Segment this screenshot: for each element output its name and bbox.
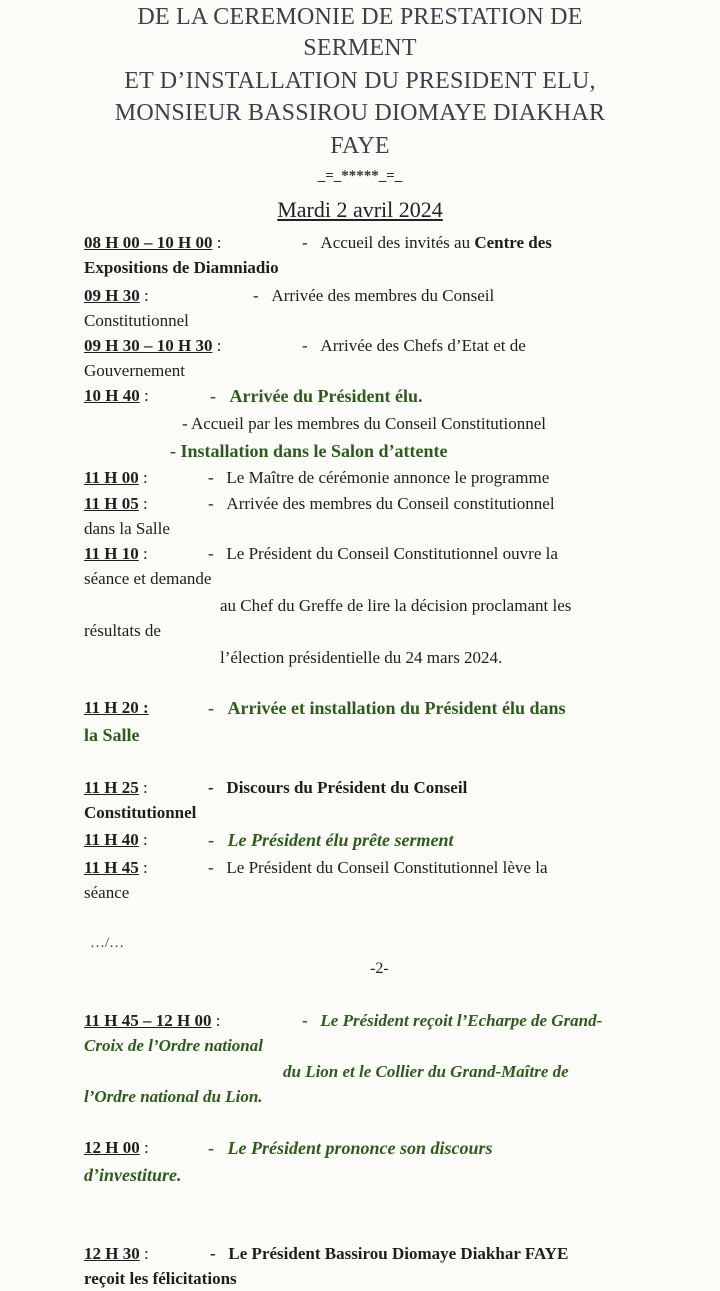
schedule-text-cont: reçoit les félicitations [84, 1269, 237, 1288]
time-slot: 11 H 05 [84, 494, 139, 513]
schedule-item: 11 H 25 : [84, 778, 148, 797]
schedule-text-cont: résultats de [84, 621, 161, 640]
schedule-text-cont: l’Ordre national du Lion. [84, 1087, 263, 1106]
time-slot: 11 H 00 [84, 468, 139, 487]
schedule-item: 09 H 30 – 10 H 30 : [84, 336, 222, 355]
schedule-item [84, 697, 149, 719]
time-slot: 11 H 45 [84, 858, 139, 877]
page-number: -2- [370, 960, 389, 977]
schedule-text: - Le Président reçoit l’Echarpe de Grand- [302, 1011, 603, 1030]
schedule-text: - Le Président élu prête serment [208, 830, 454, 850]
schedule-item: 12 H 30 : [84, 1244, 149, 1263]
schedule-text: - Arrivée et installation du Président élu dans [208, 698, 566, 718]
schedule-text: - Arrivée des membres du Conseil constitutionnel [208, 494, 555, 513]
title-line-5: FAYE [330, 133, 390, 159]
schedule-text-cont: séance [84, 883, 130, 902]
title-line-2: SERMENT [303, 35, 417, 61]
schedule-text-cont: Expositions de Diamniadio [84, 258, 279, 277]
schedule-text-cont: l’élection présidentielle du 24 mars 2024. [220, 648, 503, 667]
schedule-sub: - Installation dans le Salon d’attente [170, 441, 448, 461]
schedule-item: 11 H 40 : [84, 830, 148, 849]
schedule-text-cont: Constitutionnel [84, 803, 197, 822]
time-slot: 11 H 40 [84, 830, 139, 849]
schedule-item: 10 H 40 : [84, 386, 149, 405]
time-slot: 11 H 10 [84, 544, 139, 563]
schedule-item: 12 H 00 : [84, 1138, 149, 1157]
schedule-item: 11 H 00 : [84, 468, 148, 487]
time-slot: 09 H 30 – 10 H 30 [84, 336, 213, 355]
schedule-text: - Arrivée des Chefs d’Etat et de [302, 336, 526, 355]
schedule-item: 11 H 45 – 12 H 00 : [84, 1011, 221, 1030]
schedule-text-cont: dans la Salle [84, 519, 170, 538]
time-slot: 09 H 30 [84, 286, 140, 305]
time-slot: 12 H 00 [84, 1138, 140, 1157]
schedule-item: 08 H 00 – 10 H 00 : [84, 233, 222, 252]
event-date: Mardi 2 avril 2024 [277, 197, 443, 222]
time-slot: 10 H 40 [84, 386, 140, 405]
schedule-text-cont: séance et demande [84, 569, 212, 588]
title-line-3: ET D’INSTALLATION DU PRESIDENT ELU, [124, 68, 596, 94]
schedule-text-cont: Gouvernement [84, 361, 186, 380]
schedule-text: - Le Président Bassirou Diomaye Diakhar FAYE [210, 1244, 569, 1263]
schedule-text: - Arrivée du Président élu. [210, 386, 423, 406]
schedule-text: - Arrivée des membres du Conseil [253, 286, 495, 305]
schedule-text: - Le Maître de cérémonie annonce le programme [208, 468, 550, 487]
schedule-text-cont: du Lion et le Collier du Grand-Maître de [283, 1062, 569, 1081]
schedule-item: 11 H 10 : [84, 544, 148, 563]
schedule-text: - Discours du Président du Conseil [208, 778, 468, 797]
time-slot: 08 H 00 – 10 H 00 [84, 233, 213, 252]
schedule-text-cont: Constitutionnel [84, 311, 189, 330]
schedule-item: 11 H 45 : [84, 858, 148, 877]
time-slot: 11 H 20 : [84, 698, 149, 717]
schedule-text: - Le Président prononce son discours [208, 1138, 493, 1158]
schedule-text-cont: d’investiture. [84, 1165, 182, 1185]
title-line-1: DE LA CEREMONIE DE PRESTATION DE [137, 4, 583, 30]
schedule-text: - Le Président du Conseil Constitutionnel ouvre la [208, 544, 558, 563]
schedule-sub: - Accueil par les membres du Conseil Constitutionnel [182, 414, 547, 433]
time-slot: 12 H 30 [84, 1244, 140, 1263]
continuation-mark: …/… [90, 935, 125, 951]
schedule-item: 09 H 30 : [84, 286, 149, 305]
time-slot: 11 H 45 – 12 H 00 [84, 1011, 212, 1030]
schedule-text-cont: au Chef du Greffe de lire la décision proclamant les [220, 596, 572, 615]
schedule-text-cont: la Salle [84, 725, 140, 745]
schedule-item: 11 H 05 : [84, 494, 148, 513]
title-line-4: MONSIEUR BASSIROU DIOMAYE DIAKHAR [114, 100, 606, 126]
schedule-text: - Accueil des invités au Centre des [302, 233, 552, 252]
title-separator: _=_*****_=_ [317, 168, 403, 184]
time-slot: 11 H 25 [84, 778, 139, 797]
schedule-text-cont: Croix de l’Ordre national [84, 1036, 263, 1055]
schedule-text: - Le Président du Conseil Constitutionnel lève la [208, 858, 548, 877]
